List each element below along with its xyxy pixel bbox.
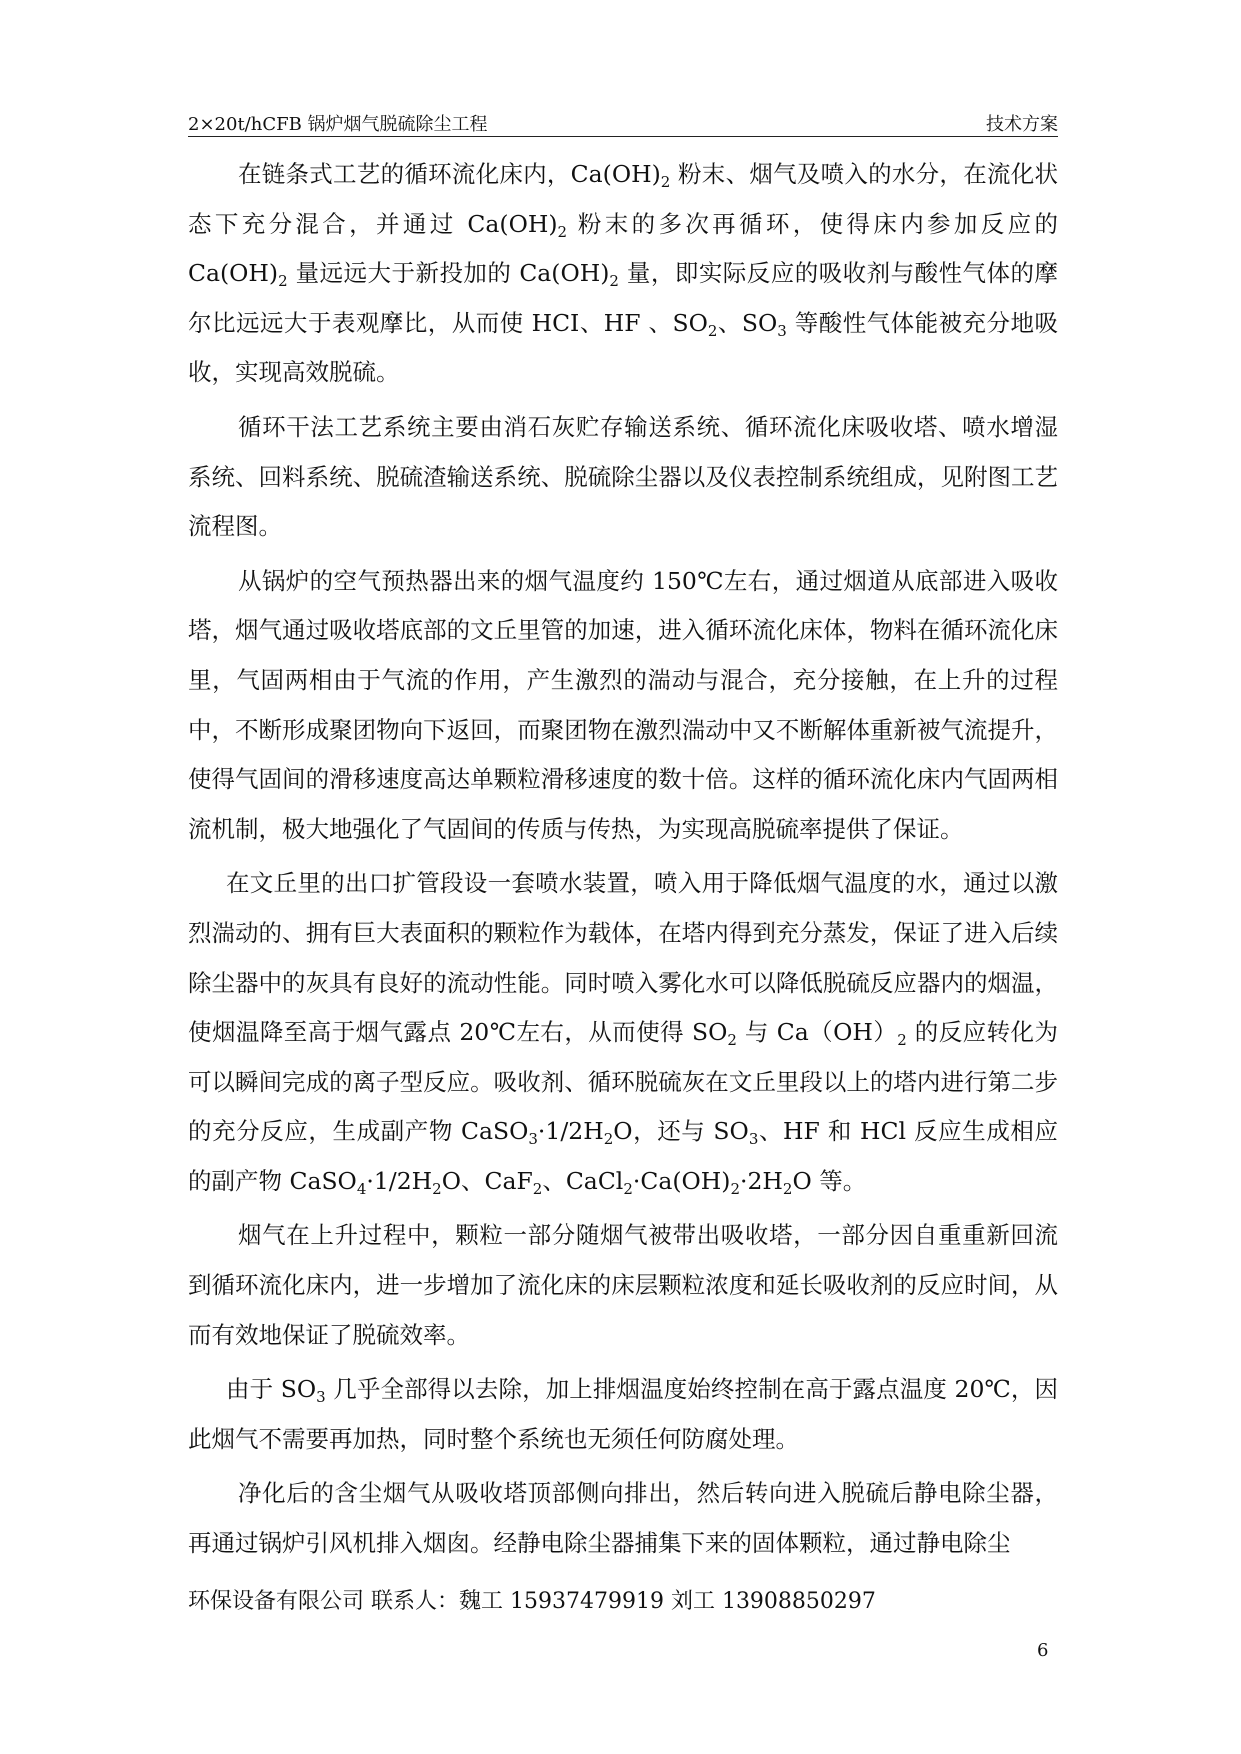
- document-body: [188, 150, 1058, 1574]
- page-number: 6: [1037, 1640, 1049, 1661]
- page-header: [188, 108, 1058, 137]
- header-doc-type: 技术方案: [986, 114, 1058, 135]
- paragraph-3: 从锅炉的空气预热器出来的烟气温度约 150℃左右，通过烟道从底部进入吸收塔，烟气通过吸收塔底部的文丘里管的加速，进入循环流化床体，物料在循环流化床里，气固两相由于气流的作用，产生激烈的湍动与混合，充分接触，在上升的过程中，不断形成聚团物向下返回，而聚团物在激烈湍动中又不断解体重新被气流提升，使得气固间的滑移速度高达单颗粒滑移速度的数十倍。这样的循环流化床内气固两相流机制，极大地强化了气固间的传质与传热，为实现高脱硫率提供了保证。: [188, 566, 1058, 843]
- paragraph-1: 在链条式工艺的循环流化床内，$Ca(OH)_2$ 粉末、烟气及喷入的水分，在流化状态下充分混合，并通过 $Ca(OH)_2$ 粉末的多次再循环，使得床内参加反应的 $Ca(OH)_2$ 量远远大于新投加的 $Ca(OH)_2$ 量，即实际反应的吸收剂与酸性气体的摩尔比远远大于表观摩比，从而使 HCI、HF 、$SO_2$、$SO_3$ 等酸性气体能被充分地吸收，实现高效脱硫。: [188, 160, 1058, 387]
- paragraph-4: 在文丘里的出口扩管段设一套喷水装置，喷入用于降低烟气温度的水，通过以激烈湍动的、拥有巨大表面积的颗粒作为载体，在塔内得到充分蒸发，保证了进入后续除尘器中的灰具有良好的流动性能。同时喷入雾化水可以降低脱硫反应器内的烟温，使烟温降至高于烟气露点 20℃左右，从而使得 $SO_2$ 与 $Ca(OH)_2$ 的反应转化为可以瞬间完成的离子型反应。吸收剂、循环脱硫灰在文丘里段以上的塔内进行第二步的充分反应，生成副产物 $CaSO_3\cdot 1/2H_2O$，还与 $SO_3$、HF 和 HCl 反应生成相应的副产物 $CaSO_4\cdot 1/2H_2O$、CaF$_2$、$CaCl_2\cdot Ca(OH)_2\cdot 2H_2O$ 等。: [188, 869, 1059, 1198]
- paragraph-6: 由于 $SO_3$ 几乎全部得以去除，加上排烟温度始终控制在高于露点温度 20℃，因此烟气不需要再加热，同时整个系统也无须任何防腐处理。: [188, 1375, 1058, 1453]
- paragraph-2: 循环干法工艺系统主要由消石灰贮存输送系统、循环流化床吸收塔、喷水增湿系统、回料系统、脱硫渣输送系统、脱硫除尘器以及仪表控制系统组成，见附图工艺流程图。: [188, 412, 1058, 541]
- footer-contact: 环保设备有限公司 联系人：魏工 15937479919 刘工 13908850297: [188, 1589, 876, 1614]
- header-project-title: 2×20t/hCFB 锅炉烟气脱硫除尘工程: [188, 114, 488, 135]
- paragraph-5: 烟气在上升过程中，颗粒一部分随烟气被带出吸收塔，一部分因自重重新回流到循环流化床内，进一步增加了流化床的床层颗粒浓度和延长吸收剂的反应时间，从而有效地保证了脱硫效率。: [188, 1221, 1058, 1349]
- paragraph-7: 净化后的含尘烟气从吸收塔顶部侧向排出，然后转向进入脱硫后静电除尘器，再通过锅炉引风机排入烟囱。经静电除尘器捕集下来的固体颗粒，通过静电除尘: [188, 1479, 1058, 1558]
